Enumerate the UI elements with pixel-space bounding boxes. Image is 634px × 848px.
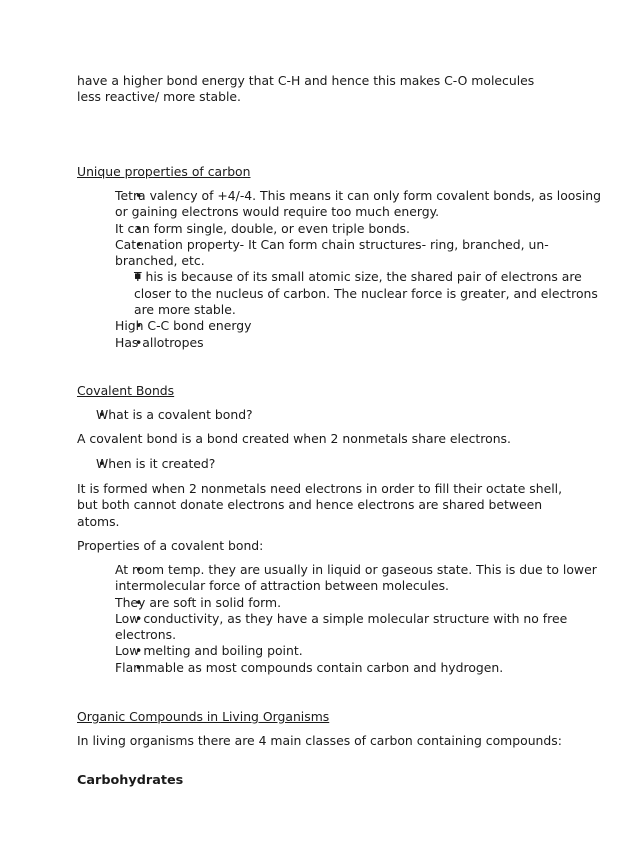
list-item: • Low conductivity, as they have a simple molecular structure with no free electrons. (115, 611, 605, 644)
unique-properties-list (77, 188, 605, 351)
list-item: • It can form single, double, or even triple bonds. (115, 221, 605, 237)
sub-list (115, 269, 605, 318)
list-item: • Has allotropes (115, 335, 605, 351)
list-item: • High C-C bond energy (115, 318, 605, 334)
intro-paragraph (77, 73, 567, 106)
sub-list-item: ▪ T his is because of its small atomic size, the shared pair of electrons are closer to the nucleus of carbon. The nuclear force is greater, and electrons are more stable. (134, 269, 605, 318)
list-item: • Flammable as most compounds contain carbon and hydrogen. (115, 660, 605, 676)
list-item-text: Catenation property- It Can form chain structures- ring, branched, un-branched, etc. (115, 236, 549, 269)
unique-properties-heading: Unique properties of carbon (77, 164, 251, 179)
question-1: • What is a covalent bond? (96, 407, 586, 423)
intro-line-1: have a higher bond energy that C-H and hence this makes C-O molecules (77, 73, 535, 88)
list-item: • They are soft in solid form. (115, 595, 605, 611)
question-list (77, 456, 586, 472)
intro-line-2: less reactive/ more stable. (77, 89, 241, 105)
answer-2: It is formed when 2 nonmetals need electrons in order to fill their octate shell, but both cannot donate electrons and hence electrons are shared between atoms. (77, 481, 563, 529)
organic-paragraph: In living organisms there are 4 main classes of carbon containing compounds: (77, 733, 562, 748)
list-item (115, 237, 605, 318)
properties-label: Properties of a covalent bond: (77, 538, 264, 553)
answer-1: A covalent bond is a bond created when 2 nonmetals share electrons. (77, 431, 511, 446)
carbohydrates-heading: Carbohydrates (77, 773, 184, 788)
list-item: • At room temp. they are usually in liquid or gaseous state. This is due to lower intermolecular force of attraction between molecules. (115, 562, 605, 595)
covalent-bonds-heading: Covalent Bonds (77, 383, 175, 398)
question-2: • When is it created? (96, 456, 586, 472)
list-item: • Tetra valency of +4/-4. This means it can only form covalent bonds, as loosing or gaining electrons would require too much energy. (115, 188, 605, 221)
covalent-properties-list (77, 562, 605, 676)
organic-compounds-heading: Organic Compounds in Living Organisms (77, 709, 330, 724)
question-list (77, 407, 586, 423)
list-item: • Low melting and boiling point. (115, 643, 605, 659)
